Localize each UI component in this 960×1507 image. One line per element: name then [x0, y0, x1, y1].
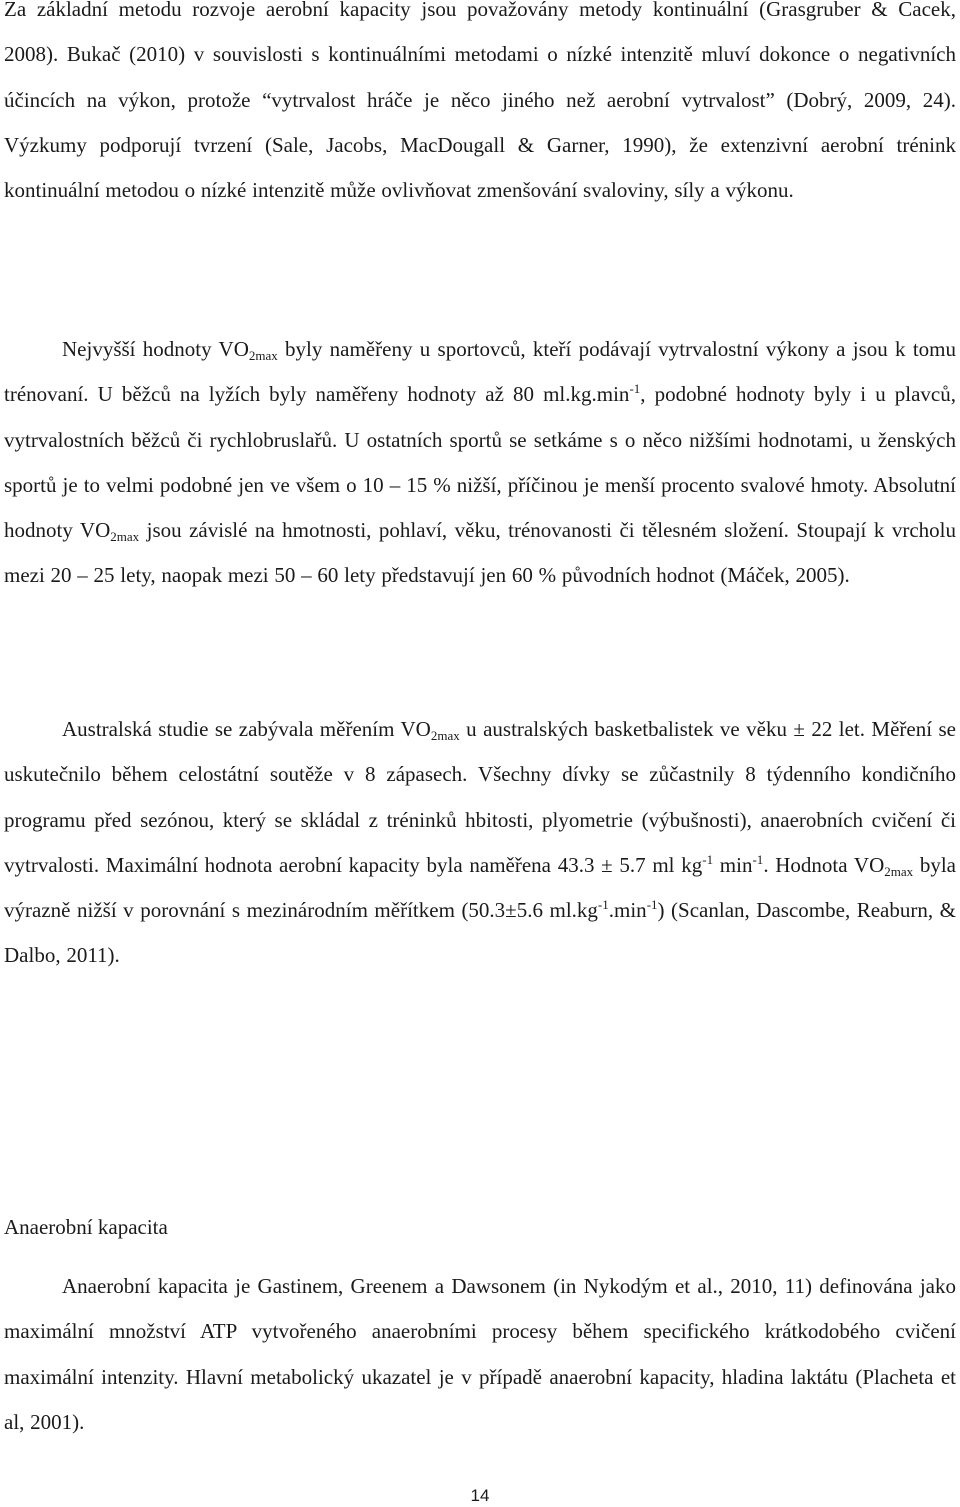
paragraph-text: Za základní metodu rozvoje aerobní kapacity jsou považovány metody kontinuální (Grasgruber & Cacek, 2008). Bukač (2010) v souvislosti s kontinuálními metodami o nízké intenzitě mluví dokonce o negativních účincích na výkon, protože “vytrvalost hráče je něco jiného než aerobní vytrvalost” (Dobrý, 2009, 24). Výzkumy podporují tvrzení (Sale, Jacobs, MacDougall & Garner, 1990), že extenzivní aerobní trénink kontinuální metodou o nízké intenzitě může ovlivňovat zmenšování svaloviny, síly a výkonu.: [4, 0, 956, 203]
paragraph-text: Anaerobní kapacita je Gastinem, Greenem a Dawsonem (in Nykodým et al., 2010, 11) definována jako maximální množství ATP vytvořeného anaerobními procesy během specifického krátkodobého cvičení maximální intenzity. Hlavní metabolický ukazatel je v případě anaerobní kapacity, hladina laktátu (Placheta et al, 2001).: [4, 1274, 956, 1434]
paragraph-aerobic-methods: [4, 0, 956, 213]
paragraph-vo2max-values: Nejvyšší hodnoty $VO_{2max}$ byly naměřeny u sportovců, kteří podávají vytrvalostní výkony a jsou k tomu trénovaní. U běžců na lyžích byly naměřeny hodnoty až 80 $ml.kg.\min^{-1}$, podobné hodnoty byly i u plavců, vytrvalostních běžců či rychlobruslařů. U ostatních sportů se setkáme s o něco nižšími hodnotami, u ženských sportů je to velmi podobné jen ve všem o 10 – 15 % nižší, příčinou je menší procento svalové hmoty. Absolutní hodnoty $VO_{2max}$ jsou závislé na hmotnosti, pohlaví, věku, trénovanosti či tělesném složení. Stoupají k vrcholu mezi 20 – 25 lety, naopak mezi 50 – 60 lety představují jen 60 % původních hodnot (Máček, 2005).: [4, 337, 956, 588]
paragraph-australian-study: Australská studie se zabývala měřením $VO_{2max}$ u australských basketbalistek ve věku ± 22 let. Měření se uskutečnilo během celostátní soutěže v 8 zápasech. Všechny dívky se zůčastnily 8 týdenního kondičního programu před sezónou, který se skládal z tréninků hbitosti, plyometrie (výbušnosti), anaerobních cvičení či vytrvalosti. Maximální hodnota aerobní kapacity byla naměřena 43.3 ± 5.7 ml $kg^{-1}$ $\min^{-1}$. Hodnota $VO_{2max}$ byla výrazně nižší v porovnání s mezinárodním měřítkem (50.3±5.6 $ml.kg^{-1}.\min^{-1}$) (Scanlan, Dascombe, Reaburn, & Dalbo, 2011).: [4, 717, 957, 968]
page-number: 14: [470, 1486, 490, 1505]
paragraph-anaerobic-capacity: [4, 1264, 956, 1445]
section-heading: Anaerobní kapacita: [4, 1215, 168, 1239]
